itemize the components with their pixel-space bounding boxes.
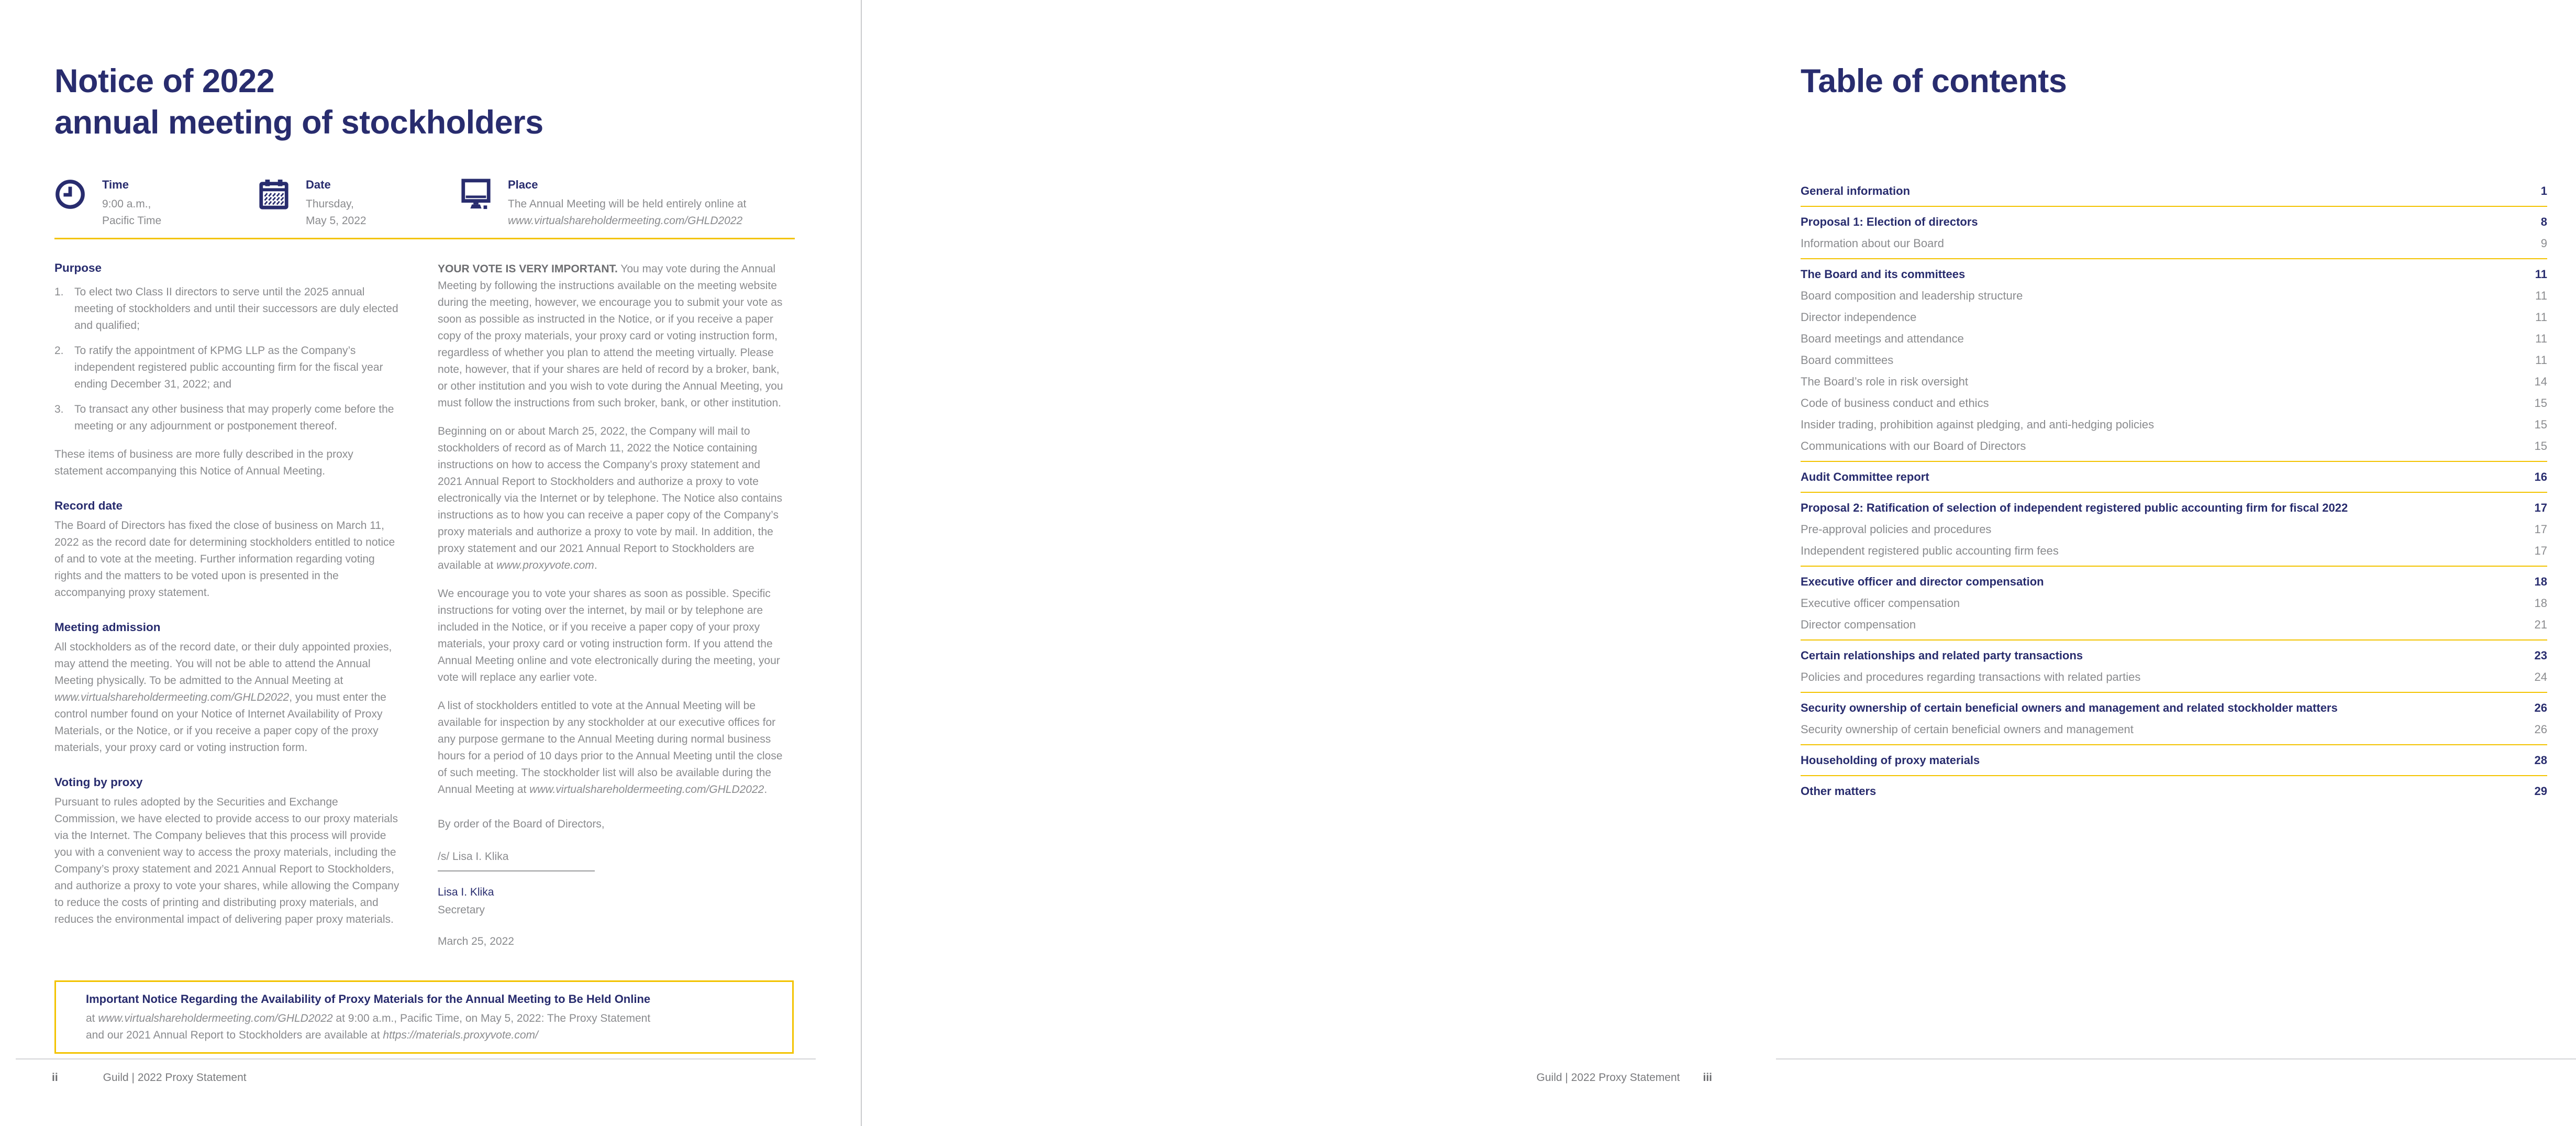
place-description: The Annual Meeting will be held entirely online at — [508, 198, 747, 210]
toc-group — [1801, 259, 2547, 462]
page-number-left: ii — [52, 1072, 58, 1084]
monitor-icon — [460, 178, 492, 211]
toc-group — [1801, 493, 2547, 567]
time-value-2: Pacific Time — [102, 215, 162, 227]
toc-group — [1801, 776, 2547, 806]
purpose-item-1: 1. To elect two Class II directors to serve until the 2025 annual meeting of stockholders and until their successors are duly elected and qualified; — [54, 286, 398, 332]
toc-group — [1801, 176, 2547, 207]
toc-row[interactable]: Audit Committee report 16 — [1801, 470, 2547, 483]
toc-row[interactable]: Independent registered public accounting firm fees 17 — [1801, 544, 2547, 557]
materials-url-link[interactable]: https://materials.proxyvote.com/ — [383, 1029, 538, 1041]
by-order-line: By order of the Board of Directors, — [438, 818, 605, 830]
footer-right — [1537, 1072, 1712, 1084]
toc-row[interactable]: Insider trading, prohibition against pledging, and anti-hedging policies 15 — [1801, 418, 2547, 431]
footer-label-right: Guild | 2022 Proxy Statement — [1536, 1072, 1680, 1084]
meeting-admission-paragraph: All stockholders as of the record date, or their duly appointed proxies, may attend the meeting. You will not be able to attend the Annual Meeting physically. To be admitted to the Annual Meeting at www.virtualshareholdermeeting.com/GHLD2022, you must enter the control number found on your Notice of Internet Availability of Proxy Materials, or the Notice, or if you receive a paper copy of the proxy materials, your proxy card or voting instruction form. — [54, 641, 392, 754]
toc-row[interactable]: Policies and procedures regarding transactions with related parties 24 — [1801, 670, 2547, 683]
voting-by-proxy-heading: Voting by proxy — [54, 776, 143, 789]
toc-row[interactable]: Proposal 2: Ratification of selection of independent registered public accounting firm for fiscal 2022 17 — [1801, 501, 2547, 514]
date-value-2: May 5, 2022 — [306, 215, 367, 227]
date-value-1: Thursday, — [306, 198, 354, 210]
meeting-date-block — [258, 178, 367, 229]
toc-row[interactable]: Pre-approval policies and procedures 17 — [1801, 523, 2547, 536]
footer-left — [52, 1072, 247, 1084]
date-label: Date — [306, 178, 331, 191]
meeting-place-block — [460, 178, 795, 229]
table-of-contents — [1801, 176, 2547, 806]
toc-row[interactable]: Board meetings and attendance 11 — [1801, 332, 2547, 345]
toc-row[interactable]: Executive officer compensation 18 — [1801, 597, 2547, 610]
toc-row[interactable]: Householding of proxy materials 28 — [1801, 754, 2547, 767]
page-notice — [0, 0, 864, 1126]
toc-row[interactable]: Director compensation 21 — [1801, 618, 2547, 631]
toc-row[interactable]: Code of business conduct and ethics 15 — [1801, 396, 2547, 410]
toc-group — [1801, 567, 2547, 641]
toc-row[interactable]: Board committees 11 — [1801, 354, 2547, 367]
time-label: Time — [102, 178, 129, 191]
purpose-closing: These items of business are more fully described in the proxy statement accompanying this Notice of Annual Meeting. — [54, 448, 353, 477]
stockholder-list-paragraph: A list of stockholders entitled to vote at the Annual Meeting will be available for inspection by any stockholder at our executive offices for any purpose germane to the Annual Meeting during normal business hours for a period of 10 days prior to the Annual Meeting until the close of such meeting. The stockholder list will also be available during the Annual Meeting at www.virtualshareholdermeeting.com/GHLD2022. — [438, 700, 783, 796]
toc-group — [1801, 462, 2547, 493]
toc-row[interactable]: The Board’s role in risk oversight 14 — [1801, 375, 2547, 388]
toc-title: Table of contents — [1801, 63, 2067, 100]
footer-rule-right — [1776, 1058, 2576, 1059]
notice-column-1 — [54, 261, 402, 928]
signature-rule — [438, 870, 595, 871]
page-number-right: iii — [1703, 1072, 1712, 1084]
vote-soon-paragraph: We encourage you to vote your shares as soon as possible. Specific instructions for voting over the internet, by mail or by telephone are included in the Notice, or if you receive a paper copy of your proxy materials, your proxy card or voting instruction form. If you attend the Annual Meeting online and vote electronically during the meeting, your vote will replace any earlier vote. — [438, 588, 780, 683]
notice-title — [54, 61, 735, 143]
toc-row[interactable]: Board composition and leadership structure 11 — [1801, 289, 2547, 302]
toc-row[interactable]: Security ownership of certain beneficial owners and management 26 — [1801, 723, 2547, 736]
availability-url-link[interactable]: www.virtualshareholdermeeting.com/GHLD2022 — [98, 1012, 333, 1024]
footer-rule-left — [16, 1058, 816, 1059]
record-date-heading: Record date — [54, 499, 123, 512]
toc-row[interactable]: Executive officer and director compensation 18 — [1801, 575, 2547, 588]
toc-row[interactable]: Other matters 29 — [1801, 785, 2547, 798]
place-label: Place — [508, 178, 538, 191]
availability-notice-heading: Important Notice Regarding the Availability of Proxy Materials for the Annual Meeting to Be Held Online — [86, 992, 651, 1006]
toc-row[interactable]: Communications with our Board of Directors 15 — [1801, 439, 2547, 452]
signature-line: /s/ Lisa I. Klika — [438, 851, 509, 863]
clock-icon — [54, 178, 86, 211]
meeting-url-link[interactable]: www.virtualshareholdermeeting.com/GHLD2022 — [508, 215, 743, 227]
signature-date: March 25, 2022 — [438, 935, 514, 947]
calendar-icon — [258, 178, 290, 211]
toc-row[interactable]: Information about our Board 9 — [1801, 237, 2547, 250]
toc-group — [1801, 745, 2547, 776]
meeting-time-block — [54, 178, 161, 229]
toc-row[interactable]: Certain relationships and related party transactions 23 — [1801, 649, 2547, 662]
availability-notice-line1: at www.virtualshareholdermeeting.com/GHLD2022 at 9:00 a.m., Pacific Time, on May 5, 2022: The Proxy Statement — [86, 1012, 651, 1024]
record-date-paragraph: The Board of Directors has fixed the close of business on March 11, 2022 as the record date for determining stockholders entitled to notice of and to vote at the meeting. Further information regarding voting rights and the matters to be voted upon is presented in the accompanying proxy statement. — [54, 520, 395, 599]
purpose-item-2: 2. To ratify the appointment of KPMG LLP as the Company’s independent registered public accounting firm for the fiscal year ending December 31, 2022; and — [54, 345, 383, 390]
toc-row[interactable]: Director independence 11 — [1801, 311, 2547, 324]
notice-title-line2: annual meeting of stockholders — [54, 104, 543, 141]
toc-row[interactable]: General information 1 — [1801, 184, 2547, 197]
availability-notice-box — [54, 980, 794, 1054]
notice-mailing-paragraph: Beginning on or about March 25, 2022, the Company will mail to stockholders of record as of March 11, 2022 the Notice containing instructions on how to access the Company’s proxy statement and 2021 Annual Report to Stockholders and authorize a proxy to vote electronically via the Internet or by telephone. The Notice also contains instructions as to how you can receive a paper copy of the Company’s proxy materials and authorize a proxy to vote by mail. In addition, the proxy statement and our 2021 Annual Report to Stockholders are available at www.proxyvote.com. — [438, 425, 782, 571]
toc-group — [1801, 641, 2547, 693]
toc-row[interactable]: The Board and its committees 11 — [1801, 268, 2547, 281]
notice-column-2 — [438, 261, 786, 950]
vote-important-paragraph: YOUR VOTE IS VERY IMPORTANT. You may vote during the Annual Meeting by following the instructions available on the meeting website during the meeting, however, we encourage you to submit your vote as soon as possible as instructed in the Notice, or if you receive a paper copy of the proxy materials, your proxy card or voting instruction form, regardless of whether you plan to attend the meeting virtually. Please note, however, that if your shares are held of record by a broker, bank, or other institution and you wish to vote during the Annual Meeting, you must follow the instructions from such broker, bank, or other institution. — [438, 263, 783, 409]
time-value-1: 9:00 a.m., — [102, 198, 151, 210]
toc-row[interactable]: Security ownership of certain beneficial owners and management and related stockholder matters 26 — [1801, 701, 2547, 714]
proxyvote-url-link[interactable]: www.proxyvote.com — [496, 559, 594, 571]
purpose-item-3: 3. To transact any other business that may properly come before the meeting or any adjournment or postponement thereof. — [54, 403, 394, 432]
toc-group — [1801, 693, 2547, 745]
secretary-name: Lisa I. Klika — [438, 886, 494, 898]
voting-by-proxy-paragraph: Pursuant to rules adopted by the Securities and Exchange Commission, we have elected to provide access to our proxy materials via the Internet. The Company believes that this process will provide you with a convenient way to access the proxy materials, including the Company’s proxy statement and 2021 Annual Report to Stockholders, and authorize a proxy to vote your shares, while allowing the Company to reduce the costs of printing and distributing proxy materials, and reduces the environmental impact of delivering paper proxy materials. — [54, 796, 399, 925]
vote-important-lead: YOUR VOTE IS VERY IMPORTANT. — [438, 263, 618, 275]
meeting-admission-heading: Meeting admission — [54, 621, 161, 634]
toc-row[interactable]: Proposal 1: Election of directors 8 — [1801, 215, 2547, 228]
availability-notice-line2: and our 2021 Annual Report to Stockholders are available at https://materials.proxyvote.com/ — [86, 1029, 538, 1041]
stockholder-list-url-link[interactable]: www.virtualshareholdermeeting.com/GHLD2022 — [529, 783, 764, 796]
admission-url-link[interactable]: www.virtualshareholdermeeting.com/GHLD2022 — [54, 691, 290, 703]
secretary-title: Secretary — [438, 904, 485, 916]
purpose-heading: Purpose — [54, 261, 102, 274]
page-toc — [864, 0, 2547, 1126]
footer-label-left: Guild | 2022 Proxy Statement — [103, 1072, 247, 1084]
gold-divider-rule — [54, 238, 795, 239]
notice-title-line1: Notice of 2022 — [54, 63, 275, 100]
toc-group — [1801, 207, 2547, 259]
